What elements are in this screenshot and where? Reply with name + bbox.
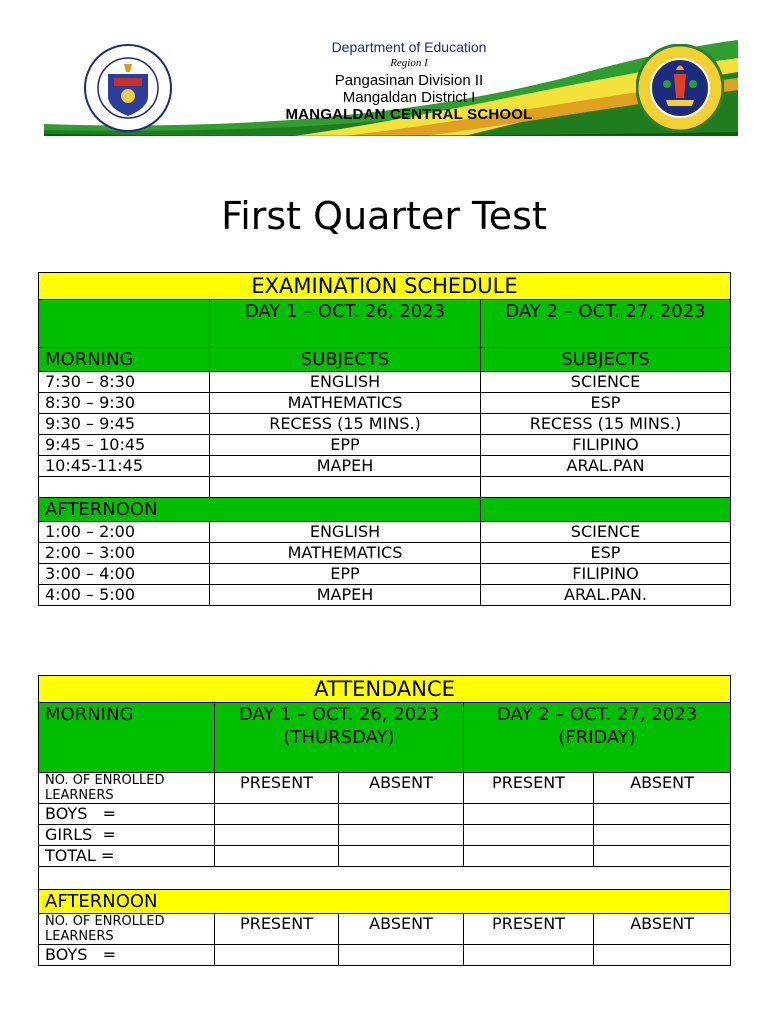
present-input-cell[interactable] (464, 846, 594, 867)
time-cell: 2:00 – 3:00 (39, 543, 210, 564)
day2-subject-cell: ESP (481, 543, 731, 564)
department-name: Department of Education (331, 39, 487, 55)
attendance-column-header-row (39, 773, 731, 804)
row-label: GIRLS = (39, 825, 215, 846)
attendance-day2-header: DAY 2 – OCT. 27, 2023 (FRIDAY) (464, 703, 731, 773)
time-cell: 1:00 – 2:00 (39, 522, 210, 543)
day1-subject-cell: EPP (210, 435, 481, 456)
schedule-spacer-row (39, 477, 731, 498)
empty-cell (39, 477, 210, 498)
attendance-day-header-row (39, 703, 731, 773)
day1-subject-cell: MATHEMATICS (210, 393, 481, 414)
absent-input-cell[interactable] (594, 945, 731, 966)
schedule-day1-header: DAY 1 – OCT. 26, 2023 (210, 300, 481, 348)
attendance-afternoon-label: AFTERNOON (39, 890, 731, 914)
table-row (39, 372, 731, 393)
row-label: TOTAL = (39, 846, 215, 867)
enrolled-learners-label: NO. OF ENROLLED LEARNERS (39, 914, 215, 945)
empty-cell (210, 477, 481, 498)
day2-subject-cell: FILIPINO (481, 435, 731, 456)
school-seal-logo (636, 44, 724, 132)
present-input-cell[interactable] (215, 846, 339, 867)
day2-subject-cell: SCIENCE (481, 372, 731, 393)
present-input-cell[interactable] (215, 945, 339, 966)
day2-subject-cell: ARAL.PAN. (481, 585, 731, 606)
time-cell: 10:45-11:45 (39, 456, 210, 477)
morning-label: MORNING (39, 348, 210, 372)
attendance-afternoon-header-row (39, 890, 731, 914)
absent-input-cell[interactable] (594, 804, 731, 825)
present-input-cell[interactable] (464, 804, 594, 825)
header-text-block (244, 38, 574, 122)
examination-schedule-table (38, 272, 731, 606)
empty-cell (481, 477, 731, 498)
table-row (39, 456, 731, 477)
absent-input-cell[interactable] (594, 846, 731, 867)
day2-subject-cell: ARAL.PAN (481, 456, 731, 477)
schedule-day-header-row (39, 300, 731, 348)
division-name: Pangasinan Division II (334, 72, 484, 89)
absent-input-cell[interactable] (339, 945, 464, 966)
absent-label-day1: ABSENT (339, 773, 464, 804)
present-label-day2: PRESENT (464, 914, 594, 945)
afternoon-blank-cell (481, 498, 731, 522)
present-label-day1: PRESENT (215, 914, 339, 945)
deped-seal-logo (84, 44, 172, 132)
table-row (39, 825, 731, 846)
attendance-morning-label: MORNING (39, 703, 215, 773)
table-row (39, 585, 731, 606)
day2-subject-cell: ESP (481, 393, 731, 414)
present-label-day2: PRESENT (464, 773, 594, 804)
time-cell: 4:00 – 5:00 (39, 585, 210, 606)
district-name: Mangaldan District I (342, 89, 476, 106)
absent-input-cell[interactable] (339, 825, 464, 846)
time-cell: 3:00 – 4:00 (39, 564, 210, 585)
table-row (39, 435, 731, 456)
day2-subject-cell: FILIPINO (481, 564, 731, 585)
absent-input-cell[interactable] (594, 825, 731, 846)
table-row (39, 414, 731, 435)
table-row (39, 945, 731, 966)
region-name: Region I (390, 57, 428, 69)
day2-subject-cell: SCIENCE (481, 522, 731, 543)
table-row (39, 564, 731, 585)
present-input-cell[interactable] (215, 804, 339, 825)
present-input-cell[interactable] (464, 945, 594, 966)
schedule-day2-header: DAY 2 – OCT. 27, 2023 (481, 300, 731, 348)
absent-input-cell[interactable] (339, 804, 464, 825)
day1-subject-cell: MAPEH (210, 456, 481, 477)
day1-subject-cell: EPP (210, 564, 481, 585)
present-label-day1: PRESENT (215, 773, 339, 804)
present-input-cell[interactable] (464, 825, 594, 846)
attendance-title-row (39, 676, 731, 703)
afternoon-label: AFTERNOON (39, 498, 481, 522)
attendance-title: ATTENDANCE (39, 676, 731, 703)
time-cell: 8:30 – 9:30 (39, 393, 210, 414)
absent-input-cell[interactable] (339, 846, 464, 867)
schedule-title: EXAMINATION SCHEDULE (39, 273, 731, 300)
time-cell: 7:30 – 8:30 (39, 372, 210, 393)
absent-label-day2: ABSENT (594, 773, 731, 804)
time-cell: 9:30 – 9:45 (39, 414, 210, 435)
day1-subject-cell: ENGLISH (210, 522, 481, 543)
attendance-day1-header: DAY 1 – OCT. 26, 2023 (THURSDAY) (215, 703, 464, 773)
table-row (39, 522, 731, 543)
absent-label-day1: ABSENT (339, 914, 464, 945)
empty-cell (39, 867, 731, 890)
day2-subject-cell: RECESS (15 MINS.) (481, 414, 731, 435)
time-cell: 9:45 – 10:45 (39, 435, 210, 456)
header-banner (44, 38, 738, 136)
table-row (39, 846, 731, 867)
row-label: BOYS = (39, 945, 215, 966)
attendance-table (38, 675, 731, 966)
present-input-cell[interactable] (215, 825, 339, 846)
schedule-blank-cell (39, 300, 210, 348)
attendance-spacer-row (39, 867, 731, 890)
subjects-label-day1: SUBJECTS (210, 348, 481, 372)
day1-subject-cell: MATHEMATICS (210, 543, 481, 564)
schedule-morning-header-row (39, 348, 731, 372)
table-row (39, 543, 731, 564)
table-row (39, 393, 731, 414)
school-name: MANGALDAN CENTRAL SCHOOL (285, 106, 533, 123)
attendance-column-header-row (39, 914, 731, 945)
subjects-label-day2: SUBJECTS (481, 348, 731, 372)
day1-subject-cell: MAPEH (210, 585, 481, 606)
schedule-afternoon-header-row (39, 498, 731, 522)
row-label: BOYS = (39, 804, 215, 825)
schedule-title-row (39, 273, 731, 300)
day1-subject-cell: RECESS (15 MINS.) (210, 414, 481, 435)
enrolled-learners-label: NO. OF ENROLLED LEARNERS (39, 773, 215, 804)
absent-label-day2: ABSENT (594, 914, 731, 945)
table-row (39, 804, 731, 825)
document-title: First Quarter Test (221, 194, 547, 238)
day1-subject-cell: ENGLISH (210, 372, 481, 393)
